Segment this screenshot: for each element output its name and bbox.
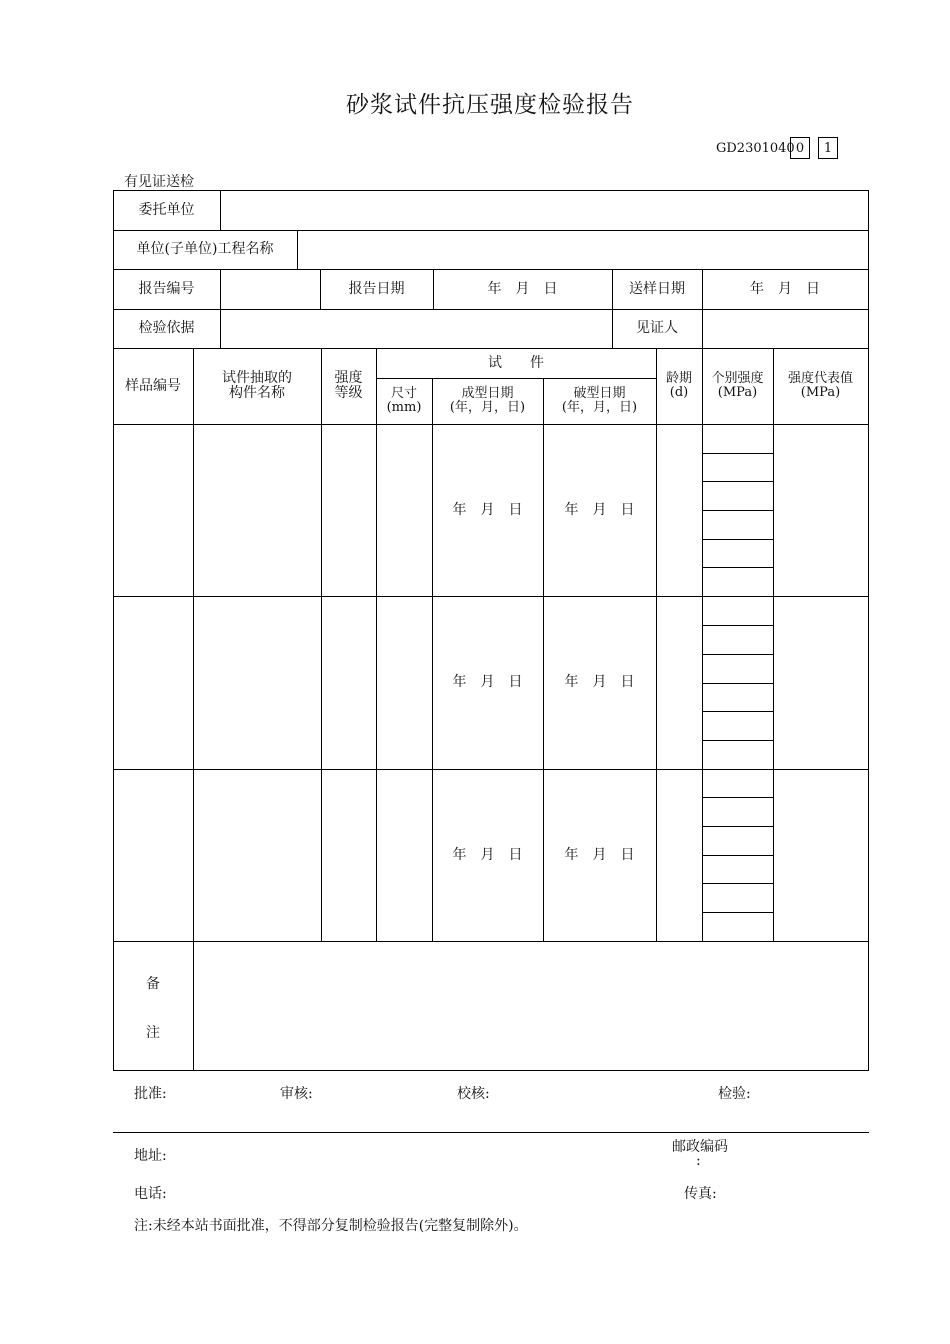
form-code-box-2: 1 — [818, 137, 838, 159]
witness-label: 见证人 — [636, 320, 678, 336]
sample-date-field[interactable]: 年 月 日 — [750, 280, 820, 297]
address-label: 地址: — [134, 1148, 167, 1164]
col-sample-no: 样品编号 — [125, 377, 181, 394]
col-specimen: 试 件 — [488, 354, 544, 371]
postcode-colon: : — [696, 1153, 701, 1169]
col-break-date: 破型日期 (年，月，日) — [561, 386, 638, 415]
row3-break-date[interactable]: 年 月 日 — [564, 846, 635, 863]
page-title: 砂浆试件抗压强度检验报告 — [346, 92, 634, 118]
col-age: 龄期 (d) — [665, 371, 692, 400]
col-individual-strength: 个别强度 (MPa) — [711, 371, 764, 400]
remarks-label-1: 备 — [146, 976, 160, 992]
form-code: GD2301040 — [716, 141, 795, 156]
footer-divider — [113, 1132, 869, 1133]
report-date-field[interactable]: 年 月 日 — [487, 280, 558, 297]
form-code-box-1: 0 — [790, 137, 810, 159]
report-no-field[interactable] — [220, 269, 320, 309]
basis-field[interactable] — [220, 309, 612, 348]
row2-mold-date[interactable]: 年 月 日 — [452, 674, 523, 690]
basis-label: 检验依据 — [138, 320, 195, 336]
row2-break-date[interactable]: 年 月 日 — [564, 674, 635, 690]
project-field[interactable] — [297, 230, 868, 269]
sample-date-label: 送样日期 — [629, 280, 685, 297]
project-label: 单位(子单位)工程名称 — [136, 241, 274, 257]
remarks-label-2: 注 — [146, 1025, 160, 1041]
client-label: 委托单位 — [138, 201, 195, 218]
phone-label: 电话: — [134, 1186, 167, 1202]
witness-tag: 有见证送检 — [124, 174, 194, 190]
check-label: 校核: — [457, 1086, 490, 1102]
witness-field[interactable] — [702, 309, 868, 348]
row3-mold-date[interactable]: 年 月 日 — [452, 846, 523, 863]
col-grade: 强度 等级 — [334, 370, 363, 401]
test-label: 检验: — [718, 1086, 751, 1102]
postcode-label: 邮政编码 — [672, 1139, 728, 1155]
col-size: 尺寸 (mm) — [386, 386, 422, 415]
col-representative-strength: 强度代表值 (MPa) — [787, 371, 853, 400]
fax-label: 传真: — [684, 1186, 717, 1202]
client-field[interactable] — [220, 190, 868, 230]
col-mold-date: 成型日期 (年，月，日) — [449, 386, 526, 415]
col-member-name: 试件抽取的 构件名称 — [222, 370, 292, 401]
approve-label: 批准: — [134, 1086, 167, 1102]
row1-break-date[interactable]: 年 月 日 — [564, 501, 635, 518]
remarks-field[interactable] — [193, 941, 868, 1070]
copy-note: 注:未经本站书面批准，不得部分复制检验报告(完整复制除外)。 — [134, 1218, 528, 1234]
review-label: 审核: — [280, 1086, 313, 1102]
report-no-label: 报告编号 — [138, 280, 195, 297]
report-date-label: 报告日期 — [348, 280, 405, 297]
row1-mold-date[interactable]: 年 月 日 — [452, 501, 523, 518]
